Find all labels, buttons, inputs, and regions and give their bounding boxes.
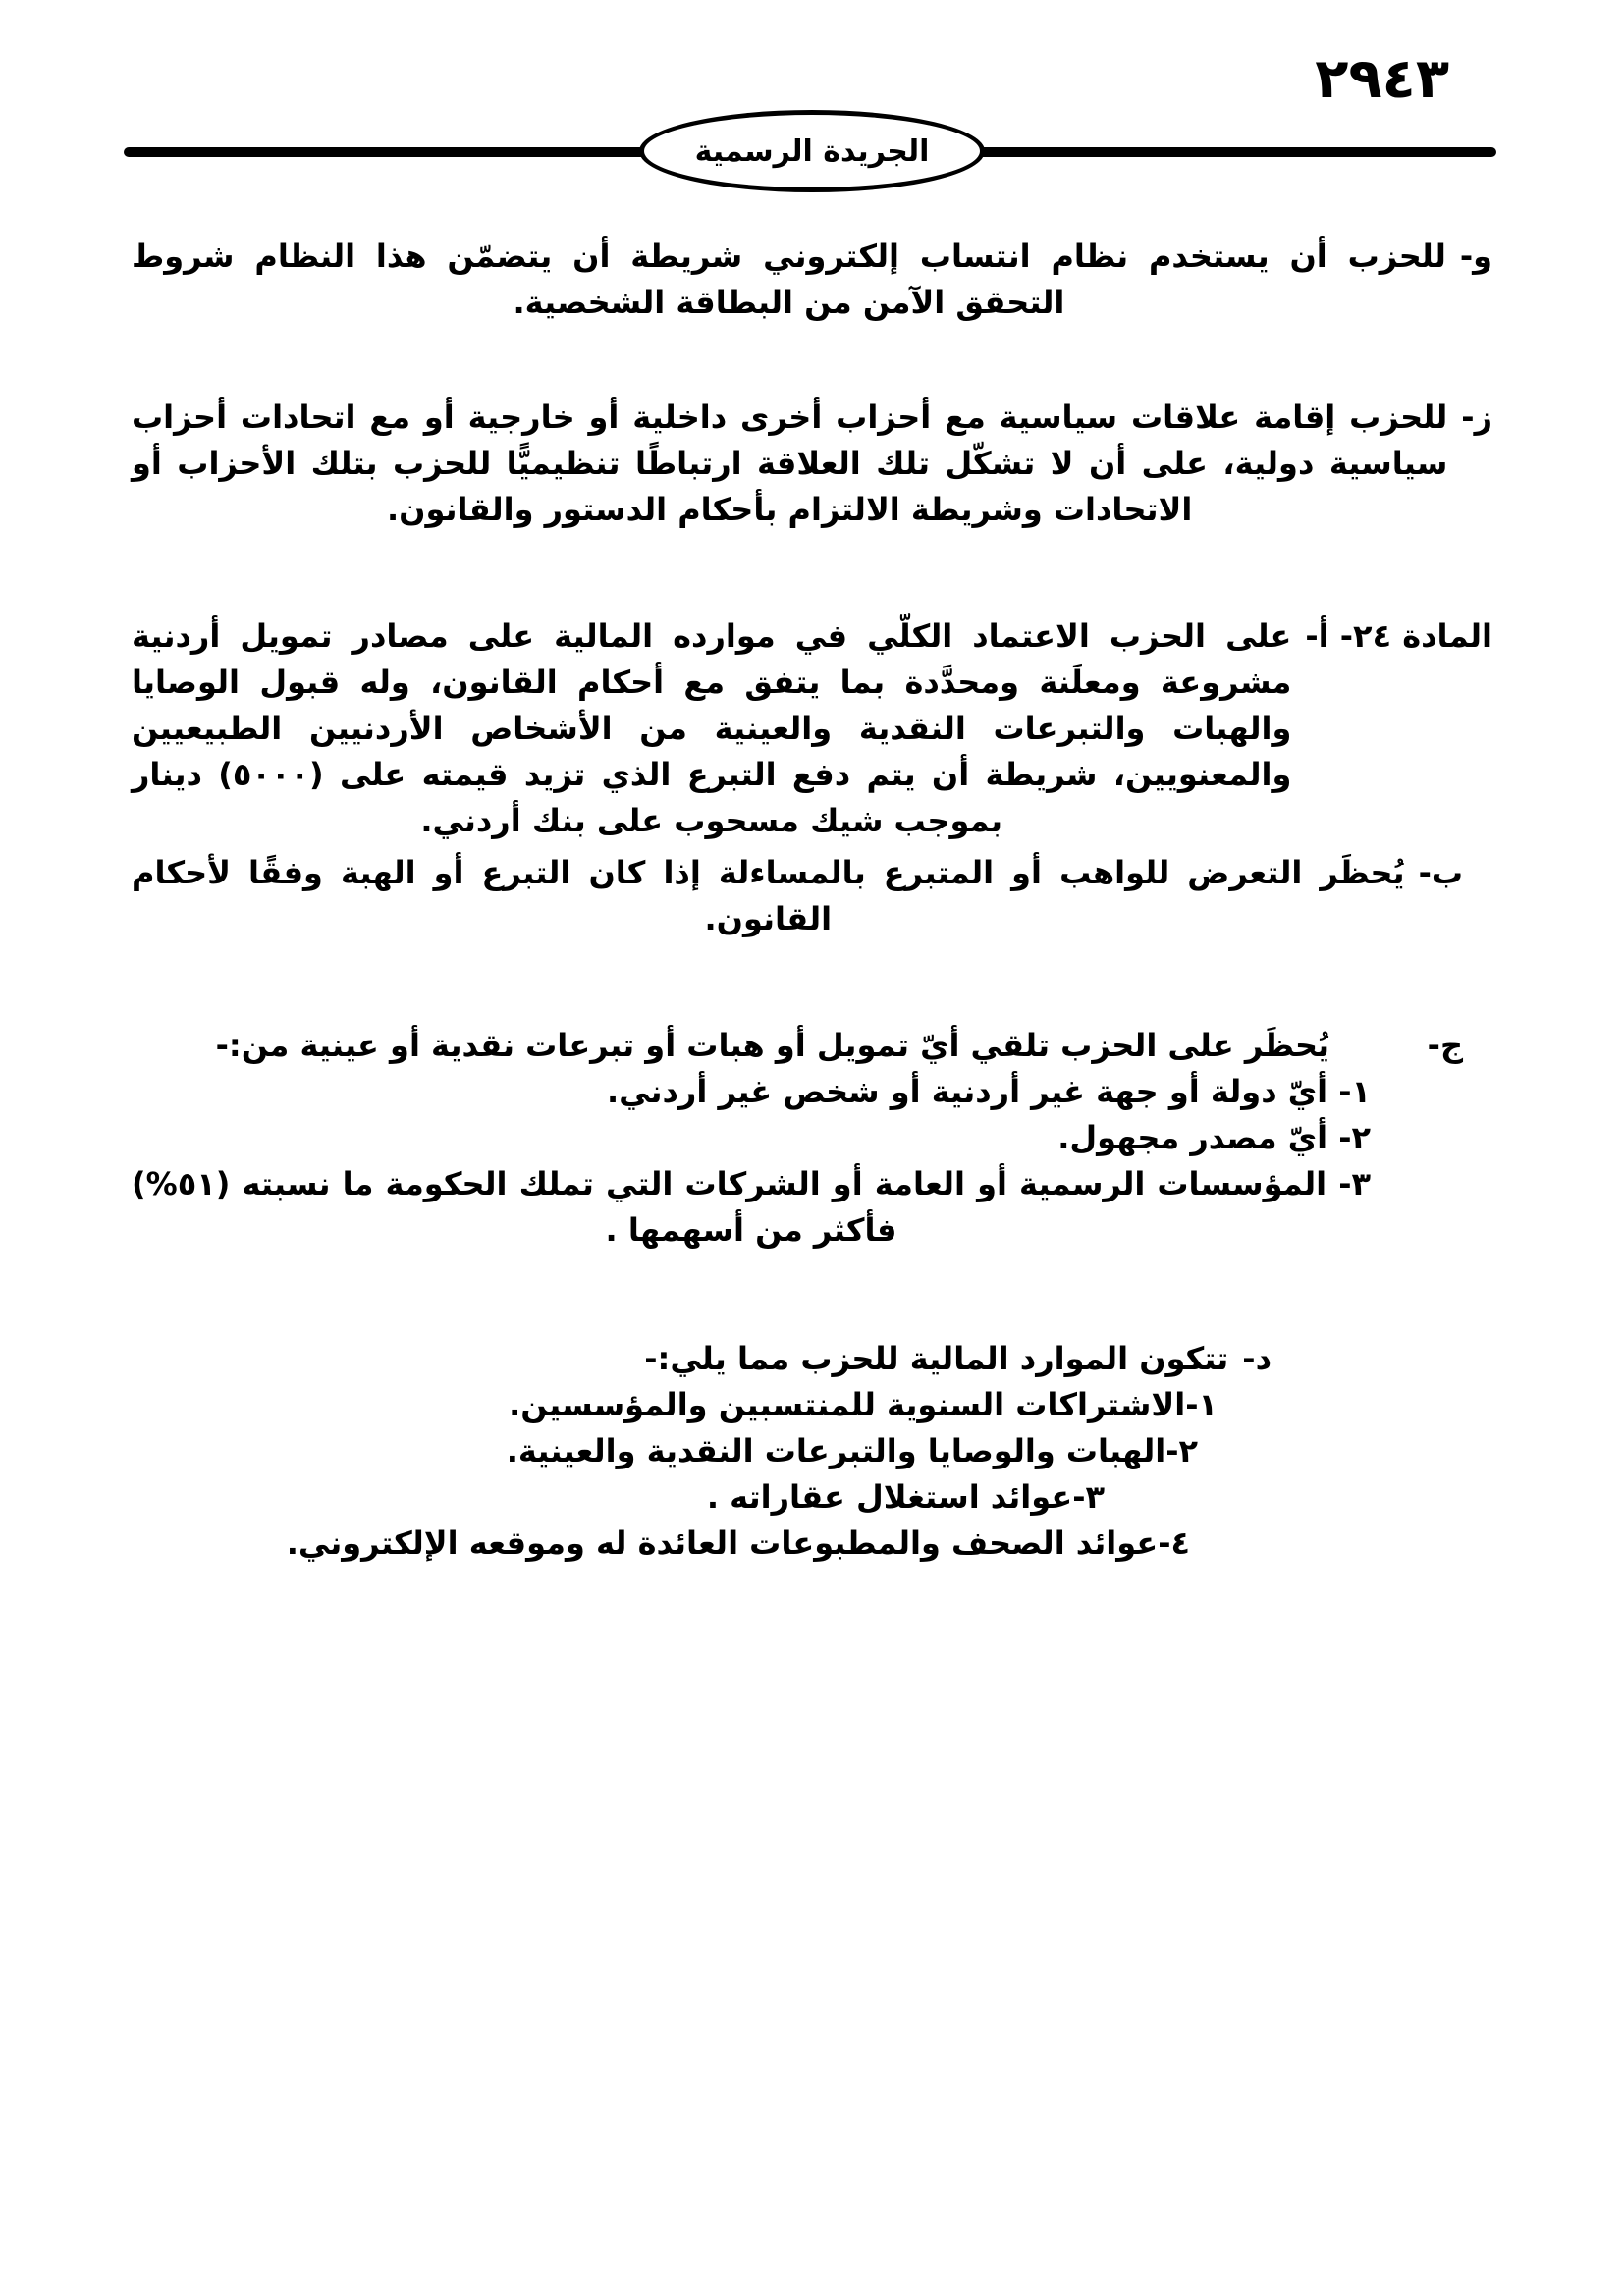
clause-jeem-item-2: ٢- أيّ مصدر مجهول. bbox=[1057, 1119, 1371, 1156]
page-number: ٢٩٤٣ bbox=[1315, 47, 1449, 111]
clause-dal-label: د- bbox=[1242, 1340, 1272, 1377]
clause-ba-label: ب- bbox=[1418, 854, 1463, 891]
clause-ba-text: يُحظَر التعرض للواهب أو المتبرع بالمساءلة إذا كان التبرع أو الهبة وفقًا لأحكام القانون. bbox=[132, 854, 1405, 937]
document-body bbox=[132, 234, 1492, 1567]
gazette-title: الجريدة الرسمية bbox=[694, 133, 930, 169]
gazette-title-badge bbox=[639, 110, 985, 192]
clause-dal-item-2: ٢-الهبات والوصايا والتبرعات النقدية والعينية. bbox=[506, 1432, 1198, 1469]
clause-ba bbox=[132, 850, 1463, 942]
clause-jeem-item-1: ١- أيّ دولة أو جهة غير أردنية أو شخص غير أردني. bbox=[606, 1073, 1371, 1110]
clause-jeem-label: ج- bbox=[1427, 1027, 1463, 1064]
clause-waw bbox=[132, 234, 1492, 326]
article-24-label: المادة ٢٤- أ- bbox=[1305, 617, 1492, 655]
clause-zay-label: ز- bbox=[1461, 399, 1492, 436]
clause-dal bbox=[132, 1336, 1272, 1382]
article-24-clause-a-text: على الحزب الاعتماد الكلّي في موارده المالية على مصادر تمويل أردنية مشروعة ومعلَنة ومحدَّدة بما يتفق مع أحكام القانون، وله قبول الوصايا والهبات والتبرعات النقدية والعينية من الأشخاص الأردنيين الطبيعيين والمعنويين، شريطة أن يتم دفع التبرع الذي تزيد قيمته على (٥٠٠٠) دينار بموجب شيك مسحوب على بنك أردني. bbox=[132, 617, 1292, 839]
clause-zay bbox=[132, 395, 1492, 533]
clause-dal-item-1: ١-الاشتراكات السنوية للمنتسبين والمؤسسين. bbox=[509, 1386, 1218, 1423]
article-24-clause-a bbox=[132, 614, 1492, 844]
clause-jeem bbox=[132, 1023, 1463, 1069]
clause-dal-text: تتكون الموارد المالية للحزب مما يلي:- bbox=[644, 1340, 1229, 1377]
clause-dal-item-3: ٣-عوائد استغلال عقاراته . bbox=[706, 1478, 1105, 1516]
clause-zay-text: للحزب إقامة علاقات سياسية مع أحزاب أخرى داخلية أو خارجية أو مع اتحادات أحزاب سياسية دولية، على أن لا تشكّل تلك العلاقة ارتباطًا تنظيميًّا للحزب بتلك الأحزاب أو الاتحادات وشريطة الالتزام بأحكام الدستور والقانون. bbox=[132, 399, 1448, 528]
clause-waw-text: للحزب أن يستخدم نظام انتساب إلكتروني شريطة أن يتضمّن هذا النظام شروط التحقق الآمن من البطاقة الشخصية. bbox=[132, 238, 1446, 321]
clause-jeem-text: يُحظَر على الحزب تلقي أيّ تمويل أو هبات أو تبرعات نقدية أو عينية من:- bbox=[215, 1027, 1330, 1064]
clause-dal-item-4: ٤-عوائد الصحف والمطبوعات العائدة له وموقعه الإلكتروني. bbox=[286, 1524, 1190, 1562]
clause-waw-label: و- bbox=[1459, 238, 1492, 275]
clause-jeem-item-3: ٣- المؤسسات الرسمية أو العامة أو الشركات التي تملك الحكومة ما نسبته (٥١%) فأكثر من أسهمها . bbox=[132, 1165, 1371, 1249]
